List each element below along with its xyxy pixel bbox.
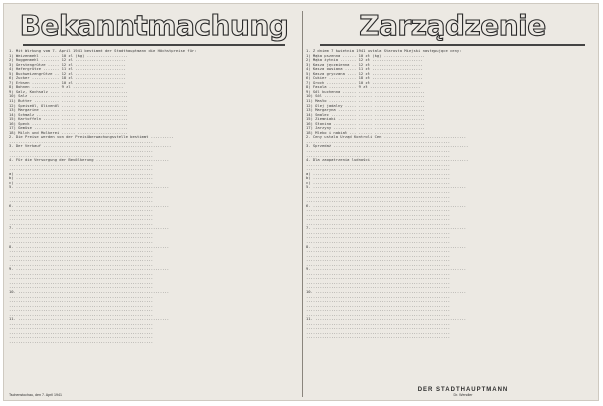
text-line: 8. ................................................................... xyxy=(9,244,170,249)
text-line: 9) Sól kuchenna ...... ...... ...................... xyxy=(306,89,425,94)
text-line: 6. ................................................................... xyxy=(9,203,170,208)
text-line: ............................................................... xyxy=(306,294,451,299)
text-line: 6. ................................................................... xyxy=(306,203,467,208)
text-line: ............................................................... xyxy=(9,212,154,217)
text-line: 10. .................................................................. xyxy=(306,289,467,294)
text-line: 17) Jarzyny .......... ...... ...................... xyxy=(306,126,425,131)
text-line: ............................................................... xyxy=(306,303,451,308)
text-line: ............................................................... xyxy=(9,162,154,167)
text-line: ............................................................... xyxy=(306,262,451,267)
text-line: 14) Schmalz .......... ...... ...................... xyxy=(9,112,128,117)
text-line: ............................................................... xyxy=(9,235,154,240)
text-line: a) ............................................................ xyxy=(9,171,154,176)
text-line: 14) Smalec ........... ...... ...................... xyxy=(306,112,425,117)
text-line: ............................................................... xyxy=(306,330,451,335)
text-line: ............................................................... xyxy=(9,308,154,313)
text-line: ............................................................... xyxy=(306,199,451,204)
text-line: 5) Buchweizengrütze .. 12 zl ...................... xyxy=(9,71,126,76)
text-line: 3. Der Verkauf ........................................................ xyxy=(9,144,172,149)
text-line: 11) Butter ........... ...... ...................... xyxy=(9,99,128,104)
poster-sheet xyxy=(3,3,599,401)
text-line: ............................................................... xyxy=(9,258,154,263)
text-line: 2) Mąka żytnia ....... 12 zł ...................... xyxy=(306,58,423,63)
text-line: 12) Speiseöl, Olivenöl ...... ...................... xyxy=(9,103,128,108)
text-line: ............................................................... xyxy=(306,230,451,235)
text-line: ............................................................... xyxy=(306,326,451,331)
text-line: ............................................................... xyxy=(9,199,154,204)
polish-title-rule xyxy=(320,44,585,46)
polish-column xyxy=(306,9,599,401)
text-line: ............................................................... xyxy=(9,221,154,226)
text-line: 10) Salz ............. ...... ...................... xyxy=(9,94,128,99)
text-line: 3) Gerstengrütze ..... 12 zl ...................... xyxy=(9,62,126,67)
text-line: 4. Für die Versorgung der Bevölkerung ................................ xyxy=(9,158,170,163)
text-line: ............................................................... xyxy=(9,167,154,172)
text-line: ............................................................... xyxy=(306,221,451,226)
text-line: ............................................................... xyxy=(9,280,154,285)
text-line: ............................................................... xyxy=(306,208,451,213)
text-line: 3) Kasza jęczmienna .. 12 zł ...................... xyxy=(306,62,423,67)
text-line: 5. ................................................................... xyxy=(9,185,170,190)
text-line: 8) Bohnen ............ 9 zl ...................... xyxy=(9,85,124,90)
text-line: 8. ................................................................... xyxy=(306,244,467,249)
text-line: 13) Margaryna ........ ...... ...................... xyxy=(306,108,425,113)
text-line: ............................................................... xyxy=(306,321,451,326)
text-line: 2. Ceny ustala Urząd Kontroli Cen .................................... xyxy=(306,135,467,140)
text-line: ............................................................... xyxy=(306,217,451,222)
text-line: 10) Sól .............. ...... ...................... xyxy=(306,94,425,99)
text-line: ............................................................... xyxy=(306,167,451,172)
text-line: ............................................................... xyxy=(9,330,154,335)
text-line: 1) Mąka pszenna ...... 10 zł (kg) .................. xyxy=(306,53,425,58)
text-line: 10. .................................................................. xyxy=(9,289,170,294)
text-line: ............................................................... xyxy=(9,153,154,158)
text-line: ............................................................... xyxy=(9,253,154,258)
issue-date: Tschenstochau, den 7. April 1941 xyxy=(9,393,62,397)
text-line: 2. Die Preise werden von der Preisüberwachungsstelle bestimmt .......... xyxy=(9,135,174,140)
text-line: ............................................................... xyxy=(9,299,154,304)
text-line: 7. ................................................................... xyxy=(306,226,467,231)
text-line: ............................................................... xyxy=(306,212,451,217)
text-line: 9. ................................................................... xyxy=(306,267,467,272)
signature-name: Dr. Wendler xyxy=(453,393,473,397)
signature-block xyxy=(398,387,528,397)
text-line: ............................................................... xyxy=(306,299,451,304)
text-line: ............................................................... xyxy=(9,303,154,308)
text-line: 12) Olej jadalny ..... ...... ...................... xyxy=(306,103,425,108)
text-line: 18) Milch und Molkerei ...... ...................... xyxy=(9,130,128,135)
text-line: ............................................................... xyxy=(9,271,154,276)
text-line: ............................................................... xyxy=(9,276,154,281)
polish-title: Zarządzenie xyxy=(359,9,546,42)
text-line: ............................................................... xyxy=(306,239,451,244)
polish-text-body xyxy=(306,49,599,340)
german-title: Bekanntmachung xyxy=(19,9,289,42)
text-line: ............................................................... xyxy=(306,139,451,144)
text-line: ............................................................... xyxy=(306,258,451,263)
text-line: 11. .................................................................. xyxy=(9,317,170,322)
text-line: 15) Ziemniaki ........ ...... ...................... xyxy=(306,117,425,122)
text-line: c) ............................................................ xyxy=(9,180,154,185)
text-line: 3. Sprzedaż ........................................................... xyxy=(306,144,469,149)
text-line: ............................................................... xyxy=(9,294,154,299)
text-line: 15) Kartoffeln ....... ...... ...................... xyxy=(9,117,128,122)
text-line: 16) Słonina .......... ...... ...................... xyxy=(306,121,425,126)
text-line: 17) Gemüse ........... ...... ...................... xyxy=(9,126,128,131)
text-line: ............................................................... xyxy=(9,217,154,222)
text-line: ............................................................... xyxy=(306,153,451,158)
text-line: ............................................................... xyxy=(9,285,154,290)
german-title-rule xyxy=(23,44,285,46)
text-line: ............................................................... xyxy=(9,139,154,144)
text-line: ............................................................... xyxy=(306,162,451,167)
text-line: ............................................................... xyxy=(306,194,451,199)
text-line: 4) Kasza owsiana ..... 11 zł ...................... xyxy=(306,67,423,72)
column-divider xyxy=(302,11,303,397)
text-line: 1) Weizenmehl ........ 10 zl (kg) .................. xyxy=(9,53,128,58)
text-line: 13) Margarine ........ ...... ...................... xyxy=(9,108,128,113)
text-line: 6) Zucker ............ 18 zl ...................... xyxy=(9,76,126,81)
text-line: ............................................................... xyxy=(306,249,451,254)
text-line: 5. ................................................................... xyxy=(306,185,467,190)
text-line: ............................................................... xyxy=(306,285,451,290)
text-line: 8) Fasola ............ 9 zł ...................... xyxy=(306,85,421,90)
text-line: ............................................................... xyxy=(306,235,451,240)
german-column xyxy=(9,9,299,401)
text-line: c) ............................................................ xyxy=(306,180,451,185)
text-line: b) ............................................................ xyxy=(9,176,154,181)
text-line: 16) Speck ............ ...... ...................... xyxy=(9,121,128,126)
text-line: 9) Salz, Kochsalz .... ...... ...................... xyxy=(9,89,128,94)
text-line: ............................................................... xyxy=(306,149,451,154)
text-line: 6) Cukier ............ 18 zł ...................... xyxy=(306,76,423,81)
text-line: ............................................................... xyxy=(306,312,451,317)
text-line: 1. Z dniem 7 kwietnia 1941 ustala Starosta Miejski następujące ceny: xyxy=(306,49,462,53)
text-line: 2) Roggenmehl ........ 12 zl ...................... xyxy=(9,58,126,63)
text-line: 9. ................................................................... xyxy=(9,267,170,272)
text-line: 11. .................................................................. xyxy=(306,317,467,322)
text-line: ............................................................... xyxy=(9,326,154,331)
text-line: ............................................................... xyxy=(9,239,154,244)
text-line: ............................................................... xyxy=(306,335,451,340)
text-line: ............................................................... xyxy=(9,321,154,326)
text-line: 1. Mit Wirkung vom 7. April 1941 bestimmt der Stadthauptmann die Höchstpreise für: xyxy=(9,49,197,53)
text-line: ............................................................... xyxy=(9,208,154,213)
text-line: 5) Kasza gryczana .... 12 zł ...................... xyxy=(306,71,423,76)
text-line: b) ............................................................ xyxy=(306,176,451,181)
text-line: ............................................................... xyxy=(9,262,154,267)
text-line: ............................................................... xyxy=(306,271,451,276)
text-line: ............................................................... xyxy=(9,189,154,194)
text-line: ............................................................... xyxy=(306,276,451,281)
text-line: 7) Erbsen ............ 10 zl ...................... xyxy=(9,80,126,85)
text-line: 7) Groch ............. 10 zł ...................... xyxy=(306,80,423,85)
text-line: ............................................................... xyxy=(9,312,154,317)
signature-title: DER STADTHAUPTMANN xyxy=(417,387,509,393)
text-line: ............................................................... xyxy=(306,280,451,285)
text-line: 4) Hafergrütze ....... 11 zl ...................... xyxy=(9,67,126,72)
text-line: 7. ................................................................... xyxy=(9,226,170,231)
text-line: ............................................................... xyxy=(306,308,451,313)
text-line: a) ............................................................ xyxy=(306,171,451,176)
text-line: ............................................................... xyxy=(306,189,451,194)
text-line: ............................................................... xyxy=(9,230,154,235)
text-line: 4. Dla zaopatrzenia ludności .......................................... xyxy=(306,158,469,163)
text-line: ............................................................... xyxy=(9,335,154,340)
text-line: ............................................................... xyxy=(9,249,154,254)
text-line: 11) Masło ............ ...... ...................... xyxy=(306,99,425,104)
text-line: 18) Mleko i nabiał ... ...... ...................... xyxy=(306,130,425,135)
text-line: ............................................................... xyxy=(9,194,154,199)
text-line: ............................................................... xyxy=(9,340,154,344)
text-line: ............................................................... xyxy=(306,253,451,258)
german-text-body xyxy=(9,49,299,345)
text-line: ............................................................... xyxy=(9,149,154,154)
